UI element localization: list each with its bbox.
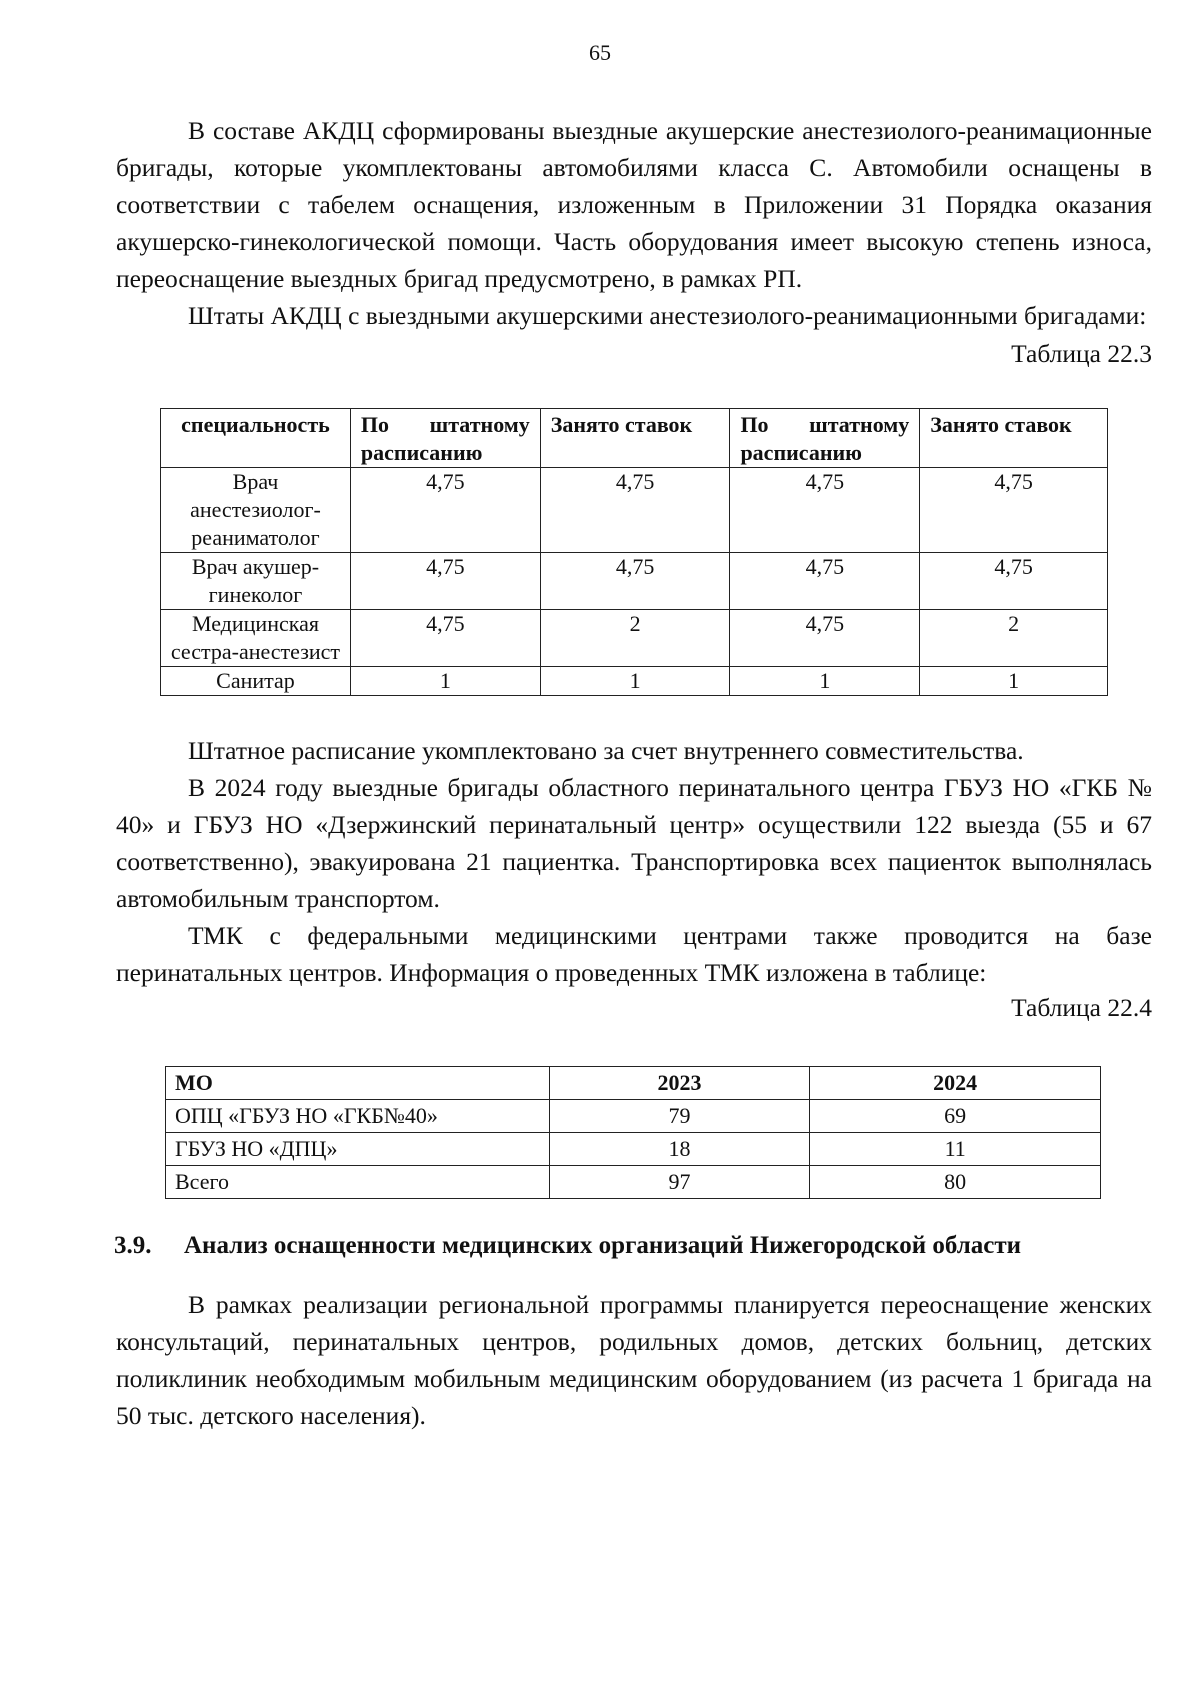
header-cell: По штатному расписанию — [350, 409, 540, 468]
page-content — [116, 112, 1152, 1434]
table-caption: Таблица 22.3 — [1011, 339, 1152, 368]
table-cell: 4,75 — [730, 553, 920, 610]
page-number: 65 — [589, 40, 611, 65]
table-header-row — [161, 409, 1108, 468]
table-cell: 69 — [810, 1100, 1101, 1133]
section-heading — [114, 1227, 1152, 1264]
paragraph: ТМК с федеральными медицинскими центрами также проводится на базе перинатальных центров. Информация о проведенных ТМК изложена в таблице: — [116, 921, 1152, 987]
table-cell: Санитар — [161, 667, 351, 696]
table-cell: 4,75 — [730, 468, 920, 553]
paragraph: Штаты АКДЦ с выездными акушерскими анестезиолого-реанимационными бригадами: — [188, 301, 1147, 330]
table-row — [166, 1133, 1101, 1166]
table-header-row — [166, 1067, 1101, 1100]
table-cell: 4,75 — [350, 610, 540, 667]
section-number: 3.9. — [114, 1232, 152, 1259]
header-cell: 2024 — [810, 1067, 1101, 1100]
table-cell: 4,75 — [730, 610, 920, 667]
header-cell: Занято ставок — [540, 409, 730, 468]
table-cell: 1 — [540, 667, 730, 696]
paragraph: В рамках реализации региональной программы планируется переоснащение женских консультаций, перинатальных центров, родильных домов, детских больниц, детских поликлиник необходимым мобильным медицинским оборудованием (из расчета 1 бригада на 50 тыс. детского населения). — [116, 1290, 1152, 1430]
table-cell: ГБУЗ НО «ДПЦ» — [166, 1133, 550, 1166]
table-cell: 2 — [540, 610, 730, 667]
table-row — [166, 1100, 1101, 1133]
table-row — [166, 1166, 1101, 1199]
paragraph: Штатное расписание укомплектовано за счет внутреннего совместительства. — [188, 736, 1024, 765]
table-row — [161, 468, 1108, 553]
table-row — [161, 553, 1108, 610]
header-cell: По штатному расписанию — [730, 409, 920, 468]
table-row — [161, 610, 1108, 667]
table-cell: 4,75 — [920, 553, 1108, 610]
table-cell: Врач анестезиолог-реаниматолог — [161, 468, 351, 553]
table-cell: 4,75 — [350, 553, 540, 610]
table-cell: 1 — [350, 667, 540, 696]
table-cell: 11 — [810, 1133, 1101, 1166]
table-cell: 4,75 — [540, 553, 730, 610]
table-row — [161, 667, 1108, 696]
header-cell: Занято ставок — [920, 409, 1108, 468]
staffing-table — [160, 408, 1108, 696]
table-caption: Таблица 22.4 — [1011, 993, 1152, 1022]
table-cell: Медицинская сестра-анестезист — [161, 610, 351, 667]
table-cell: 80 — [810, 1166, 1101, 1199]
table-cell: Всего — [166, 1166, 550, 1199]
table-cell: 18 — [549, 1133, 810, 1166]
section-title: Анализ оснащенности медицинских организаций Нижегородской области — [184, 1232, 1022, 1259]
table-cell: 1 — [920, 667, 1108, 696]
paragraph: В составе АКДЦ сформированы выездные акушерские анестезиолого-реанимационные бригады, которые укомплектованы автомобилями класса С. Автомобили оснащены в соответствии с табелем оснащения, изложенным в Приложении 31 Порядка оказания акушерско-гинекологической помощи. Часть оборудования имеет высокую степень износа, переоснащение выездных бригад предусмотрено, в рамках РП. — [116, 116, 1152, 293]
table-cell: 4,75 — [920, 468, 1108, 553]
table-cell: 1 — [730, 667, 920, 696]
header-cell: специальность — [161, 409, 351, 468]
table-cell: ОПЦ «ГБУЗ НО «ГКБ№40» — [166, 1100, 550, 1133]
table-cell: 4,75 — [540, 468, 730, 553]
paragraph: В 2024 году выездные бригады областного перинатального центра ГБУЗ НО «ГКБ № 40» и ГБУЗ НО «Дзержинский перинатальный центр» осуществили 122 выезда (55 и 67 соответственно), эвакуирована 21 пациентка. Транспортировка всех пациенток выполнялась автомобильным транспортом. — [116, 773, 1152, 913]
table-cell: 97 — [549, 1166, 810, 1199]
tmk-table — [165, 1066, 1101, 1199]
header-cell: МО — [166, 1067, 550, 1100]
header-cell: 2023 — [549, 1067, 810, 1100]
table-cell: 4,75 — [350, 468, 540, 553]
table-cell: 2 — [920, 610, 1108, 667]
table-cell: Врач акушер-гинеколог — [161, 553, 351, 610]
table-cell: 79 — [549, 1100, 810, 1133]
